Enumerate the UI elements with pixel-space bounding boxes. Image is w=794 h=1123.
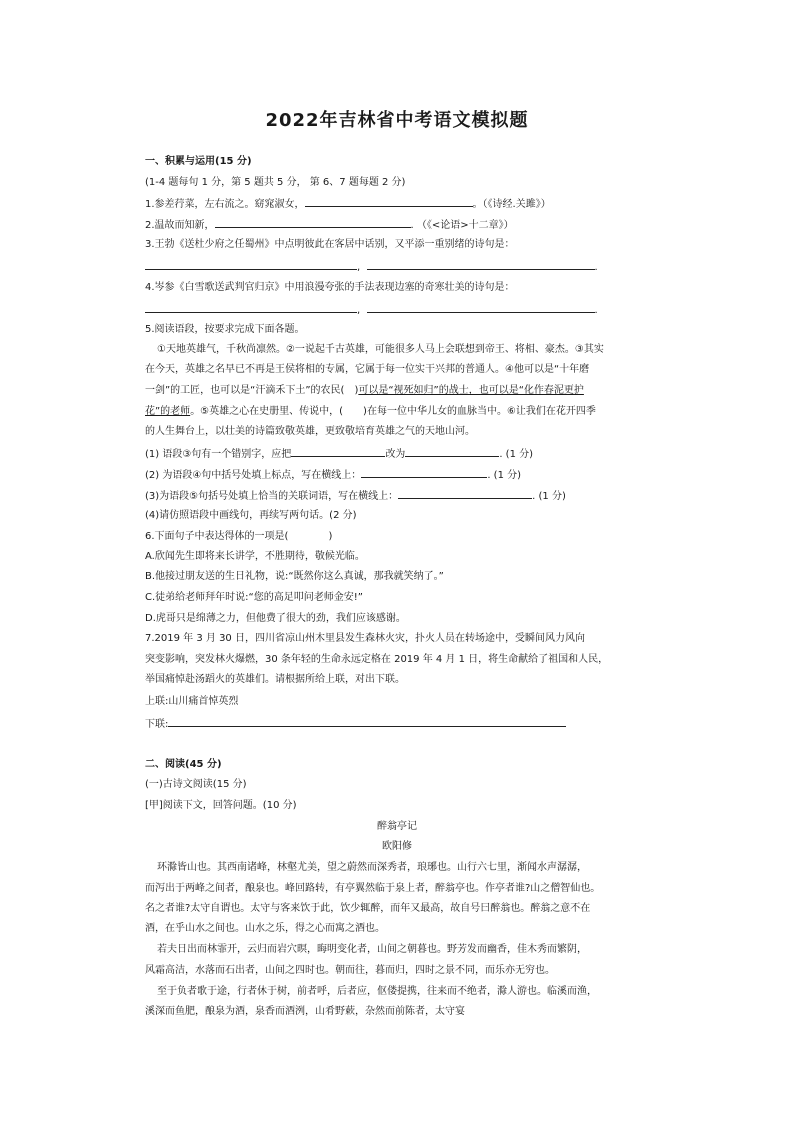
answer-blank[interactable] (398, 488, 532, 499)
essay-author: 欧阳修 (382, 841, 412, 852)
lower-couplet (145, 716, 566, 732)
passage-text: 一剑”的工匠，也可以是“汗滴禾下土”的农民( ) (145, 385, 359, 396)
essay-line: 酒，在乎山水之间也。山水之乐，得之心而寓之酒也。 (145, 923, 385, 934)
passage-line: 在今天，英雄之名早已不再是王侯将相的专属，它属于每一位实干兴邦的普通人。④他可以是“十年磨 (145, 364, 590, 375)
passage-text: 。⑤英雄之心在史册里、传说中，( )在每一位中华儿女的血脉当中。⑥让我们在花开四季 (190, 406, 596, 417)
question-4: 4.岑参《白雪歌送武判官归京》中用浪漫夸张的手法表现边塞的奇寒壮美的诗句是： (145, 282, 515, 293)
answer-blank[interactable] (215, 217, 411, 228)
sub-question-score: . (1 分) (487, 470, 522, 481)
subsection-classical-reading: (一)古诗文阅读(15 分) (145, 779, 247, 790)
question-1-prompt: 1.参差荇菜，左右流之。窈窕淑女， (145, 199, 305, 210)
sub-question-3 (145, 488, 566, 504)
sub-question-text: (1) 语段③句有一个错别字，应把 (145, 449, 292, 460)
essay-line: 而泻出于两峰之间者，酿泉也。峰回路转，有亭翼然临于泉上者，醉翁亭也。作亭者谁?山之僧智仙也。 (145, 883, 601, 894)
answer-blank[interactable] (168, 716, 566, 727)
section-heading-reading: 二、阅读(45 分) (145, 759, 222, 770)
essay-line: 至于负者歌于途，行者休于树，前者呼，后者应，伛偻提携，往来而不绝者，滁人游也。临溪而渔， (157, 986, 597, 997)
sub-question-1 (145, 446, 533, 462)
passage-line (145, 384, 584, 398)
answer-blank[interactable] (291, 446, 385, 457)
page-title: 2022年吉林省中考语文模拟题 (265, 110, 529, 131)
question-2 (145, 217, 514, 233)
sub-question-score: . (1 分) (532, 491, 566, 502)
separator-comma: , (357, 305, 361, 316)
sub-question-2 (145, 467, 521, 483)
underlined-sentence: 花”的老师 (145, 406, 191, 417)
answer-blank[interactable] (305, 196, 473, 207)
question-4-answer-lines (145, 302, 598, 318)
question-5: 5.阅读语段，按要求完成下面各题。 (145, 324, 305, 335)
essay-title: 醉翁亭记 (377, 821, 417, 832)
answer-blank[interactable] (361, 467, 487, 478)
option-c: C.徒弟给老师拜年时说:“您的高足叩问老师金安!” (145, 592, 363, 603)
passage-line: ①天地英雄气，千秋尚凛然。②一说起千古英雄，可能很多人马上会联想到帝王、将相、豪杰。③其实 (157, 344, 604, 355)
question-3-answer-lines (145, 259, 598, 275)
separator-comma: , (357, 262, 361, 273)
sub-question-text: (3)为语段⑤句括号处填上恰当的关联词语，写在横线上： (145, 491, 399, 502)
answer-blank[interactable] (145, 259, 357, 270)
option-d: D.虎哥只是绵薄之力，但他费了很大的劲，我们应该感谢。 (145, 613, 406, 624)
option-a: A.欣闻先生即将来长讲学，不胜期待，敬候光临。 (145, 551, 365, 562)
subsection-instructions: [甲]阅读下文，回答问题。(10 分) (145, 800, 297, 811)
sub-question-text: (2) 为语段④句中括号处填上标点，写在横线上： (145, 470, 362, 481)
essay-line: 名之者谁?太守自谓也。太守与客来饮于此，饮少辄醉，而年又最高，故自号曰醉翁也。醉翁之意不在 (145, 903, 591, 914)
passage-line: 的人生舞台上，以壮美的诗篇致敬英雄，更致敬培育英雄之气的天地山河。 (145, 426, 475, 437)
underlined-sentence: 可以是“视死如归”的战士，也可以是“化作春泥更护 (358, 385, 584, 396)
sub-question-4: (4)请仿照语段中画线句，再续写两句话。(2 分) (145, 510, 357, 521)
question-2-source: . （《<论语>十二章》） (410, 220, 514, 231)
lower-couplet-label: 下联: (145, 719, 169, 730)
scoring-note: (1-4 题每句 1 分，第 5 题共 5 分， 第 6、7 题每题 2 分) (145, 177, 406, 188)
option-b: B.他接过朋友送的生日礼物，说:“既然你这么真诚，那我就笑纳了。” (145, 571, 444, 582)
question-2-prompt: 2.温故而知新， (145, 220, 215, 231)
question-1 (145, 196, 551, 212)
sub-question-text: 改为 (385, 449, 406, 460)
end-period: . (594, 305, 598, 316)
question-7-line: 举国痛悼赴汤蹈火的英雄们。请根据所给上联，对出下联。 (145, 674, 405, 685)
question-6: 6.下面句子中表达得体的一项是( ) (145, 531, 333, 542)
answer-blank[interactable] (367, 259, 595, 270)
essay-line: 风霜高洁，水落而石出者，山间之四时也。朝而往，暮而归，四时之景不同，而乐亦无穷也。 (145, 965, 555, 976)
question-3: 3.王勃《送杜少府之任蜀州》中点明彼此在客居中话别，又平添一重别绪的诗句是： (145, 239, 515, 250)
question-7-line: 突变影响，突发林火爆燃，30 条年轻的生命永远定格在 2019 年 4 月 1 日，将生命献给了祖国和人民， (145, 654, 609, 665)
answer-blank[interactable] (405, 446, 499, 457)
passage-line (145, 405, 596, 419)
end-period: . (594, 262, 598, 273)
section-heading-accumulation: 一、积累与运用(15 分) (145, 156, 252, 167)
sub-question-score: . (1 分) (499, 449, 534, 460)
answer-blank[interactable] (145, 302, 357, 313)
answer-blank[interactable] (367, 302, 595, 313)
question-7-line: 7.2019 年 3 月 30 日，四川省凉山州木里县发生森林火灾，扑火人员在转场途中，受瞬间风力风向 (145, 633, 585, 644)
essay-line: 若夫日出而林霏开，云归而岩穴暝，晦明变化者，山间之朝暮也。野芳发而幽香，佳木秀而繁阴， (157, 944, 587, 955)
question-1-source: 。（《诗经.关雎》） (472, 199, 551, 210)
essay-line: 环滁皆山也。其西南诸峰，林壑尤美，望之蔚然而深秀者，琅琊也。山行六七里，渐闻水声潺潺， (157, 862, 587, 873)
upper-couplet: 上联:山川痛首悼英烈 (145, 696, 239, 707)
essay-line: 溪深而鱼肥，酿泉为酒，泉香而酒洌，山肴野蔌，杂然而前陈者，太守宴 (145, 1006, 465, 1017)
